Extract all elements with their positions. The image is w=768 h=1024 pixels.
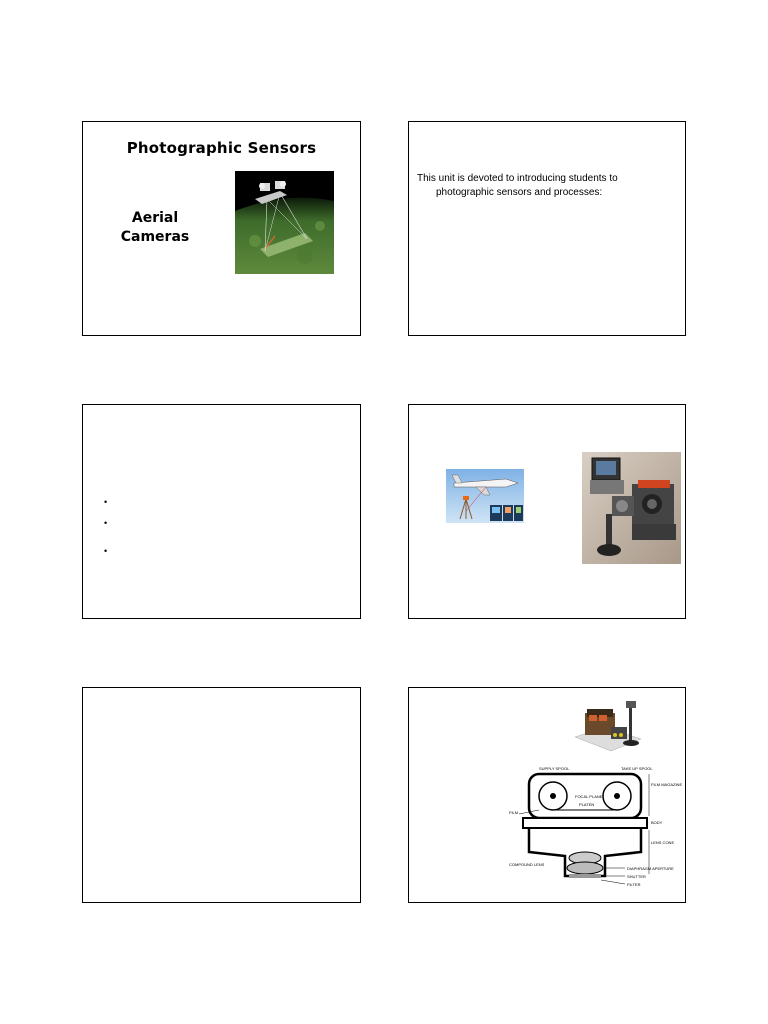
slide-6 bbox=[408, 687, 686, 903]
label-supply-spool: SUPPLY SPOOL bbox=[539, 766, 570, 771]
bullet-point: • bbox=[104, 546, 108, 556]
bullet-point: • bbox=[104, 518, 108, 528]
slide-2 bbox=[408, 121, 686, 336]
bullet-point: • bbox=[104, 497, 108, 507]
label-takeup-spool: TAKE UP SPOOL bbox=[621, 766, 653, 771]
label-compound-lens: COMPOUND LENS bbox=[509, 862, 545, 867]
label-diaphragm: DIAPHRAGM APERTURE bbox=[627, 866, 674, 871]
label-shutter: SHUTTER bbox=[627, 874, 646, 879]
slide-3 bbox=[82, 404, 361, 619]
slide-title: Photographic Sensors bbox=[126, 139, 317, 157]
slide-4 bbox=[408, 404, 686, 619]
subtitle-line-1: Aerial bbox=[131, 210, 179, 226]
camera-cross-section-diagram bbox=[509, 766, 683, 896]
aerial-camera-photo-image bbox=[571, 693, 657, 756]
slide-5 bbox=[82, 687, 361, 903]
airplane-survey-image bbox=[446, 469, 524, 523]
subtitle-line-2: Cameras bbox=[120, 229, 190, 245]
slide-1 bbox=[82, 121, 361, 336]
label-lens-cone: LENS CONE bbox=[651, 840, 675, 845]
label-body: BODY bbox=[651, 820, 663, 825]
label-film: FILM bbox=[509, 810, 519, 815]
body-line-2: photographic sensors and processes: bbox=[436, 187, 603, 198]
label-platen: PLATEN bbox=[579, 802, 595, 807]
film-camera-equipment-image bbox=[582, 452, 681, 564]
label-focal-plane: FOCAL PLANE bbox=[575, 794, 603, 799]
slide-subtitle bbox=[105, 209, 205, 247]
body-line-1: This unit is devoted to introducing students to bbox=[417, 173, 618, 184]
slide-body-text bbox=[417, 172, 679, 200]
aerial-camera-render-image bbox=[235, 171, 334, 274]
label-filter: FILTER bbox=[627, 882, 641, 887]
label-film-magazine: FILM MAGAZINE bbox=[651, 782, 683, 787]
